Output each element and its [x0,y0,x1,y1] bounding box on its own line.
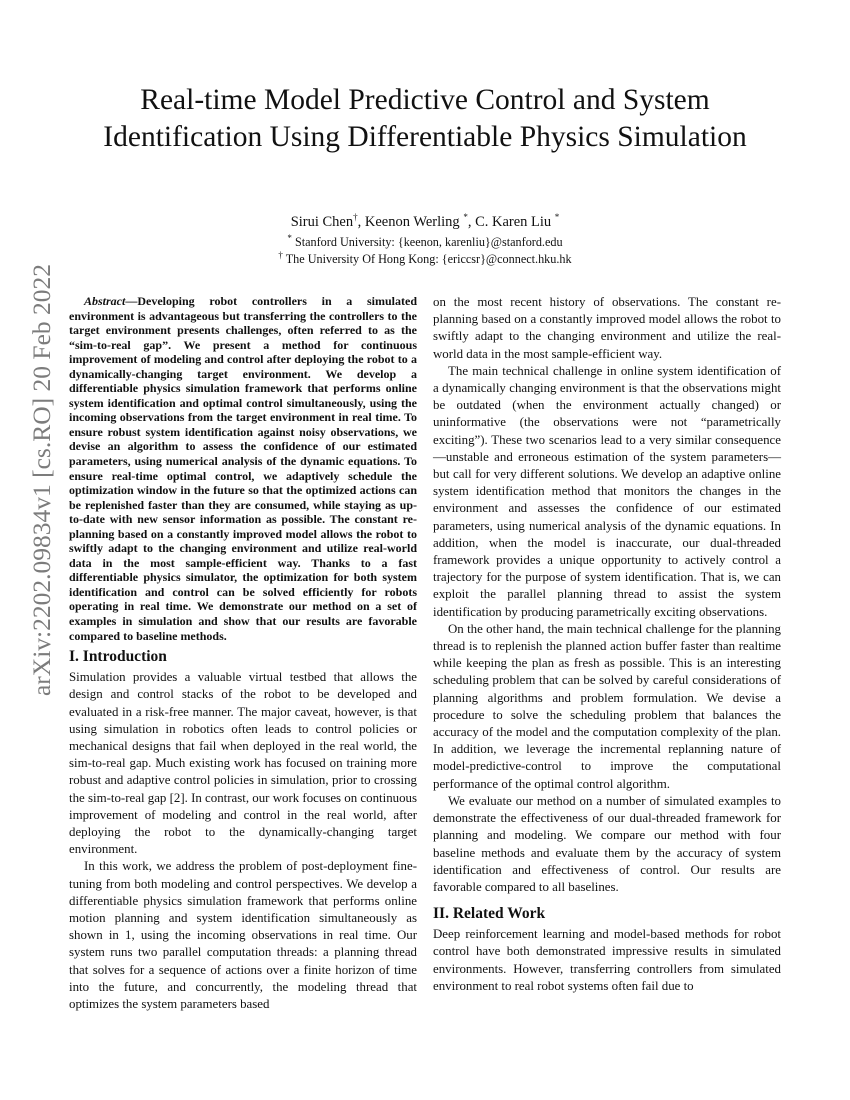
section-heading-related-work: II. Related Work [433,905,546,923]
affiliation-mark: * [554,212,560,223]
abstract [69,294,417,643]
abstract-label: Abstract [84,294,126,308]
author-name: Sirui Chen [290,214,354,230]
affiliation-stanford [100,234,750,250]
related-work-paragraph-1: Deep reinforcement learning and model-based methods for robot control have both demonstrated impressive results in simulated environments. However, transferring controllers from simulated environment to real robot systems often fail due to [433,927,781,993]
intro-paragraph-1: Simulation provides a valuable virtual testbed that allows the design and control stacks of the robot to be developed and evaluated in a risk-free manner. The major caveat, however, is that using simulation in robotics often leads to control policies or mechanical designs that fail when deployed in the real world, the sim-to-real gap. Much existing work has focused on training more robust and adaptive control policies in simulation, prior to crossing the sim-to-real gap [2]. In contrast, our work focuses on continuous improvement of modeling and control in the real world, after deploying the robot to the dynamically-changing target environment. [69,670,417,857]
abstract-text: —Developing robot controllers in a simulated environment is advantageous but transferring the controllers to the target environment presents challenges, often referred to as the “sim-to-real gap”. We present a method for continuous improvement of modeling and control after deploying the robot to a dynamically-changing target environment. We develop a differentiable physics simulation framework that performs online system identification and optimal control simultaneously, using the incoming observations from the target environment in real time. To ensure robust system identification against noisy observations, we devise an algorithm to assess the confidence of our estimated parameters, using numerical analysis of the dynamic equations. To ensure real-time optimal control, we adaptively schedule the optimization window in the future so that the optimized actions can be replenished faster than they are consumed, while staying as up-to-date with new sensor information as possible. The constant re-planning based on a constantly improved model allows the robot to swiftly adapt to the changing environment and utilize real-world data in the most sample-efficient way. Thanks to a fast differentiable physics simulator, the optimization for both system identification and control can be solved efficiently for robots operating in real time. We demonstrate our method on a set of examples in simulation and show that our results are favorable compared to baseline methods. [69,294,417,643]
section-heading-introduction: I. Introduction [69,648,167,666]
affiliation-hku [100,251,750,267]
right-column [433,294,781,995]
intro-paragraph-3: The main technical challenge in online system identification of a dynamically changing environment is that the observations might be outdated (when the environment actually changed) or uninformative (the observations were not “parametrically exciting”). These two scenarios lead to a very similar consequence—unstable and erroneous estimation of the system parameters—but call for very different solutions. We develop an adaptive online system identification method that monitors the changes in the environment and assesses the confidence of our estimated parameters, using numerical analysis of the dynamic equations. In addition, when the model is inaccurate, our dual-threaded framework provides a unique opportunity to actively control a trajectory for the purpose of system identification. That is, we can exploit the parallel planning thread to assist the system identification by producing parametrically exciting observations. [433,363,781,619]
intro-paragraph-5: We evaluate our method on a number of simulated examples to demonstrate the effectiveness of our dual-threaded framework for planning and modeling. We compare our method with four baseline methods and evaluate them by the accuracy of system identification and effectiveness of control. Our results are favorable compared to all baselines. [433,793,781,894]
author-name: Keenon Werling [364,214,460,230]
author-list: Sirui Chen†, Keenon Werling *, C. Karen Liu * [290,212,560,230]
intro-paragraph-4: On the other hand, the main technical challenge for the planning thread is to replenish the planned action buffer faster than realtime while keeping the plan as fresh as possible. This is an interesting scheduling problem that can be solved by careful considerations of planning algorithms and problem formulation. We devise a procedure to solve the scheduling problem that balances the accuracy of the model and the computation complexity of the plan. In addition, we leverage the incremental replanning nature of model-predictive-control to improve the computational performance of the optimal control algorithm. [433,621,781,791]
arxiv-stamp: arXiv:2202.09834v1 [cs.RO] 20 Feb 2022 [27,263,56,697]
author-name: C. Karen Liu [475,214,552,230]
affiliation-mark: † [353,212,358,223]
affiliation-mark: † [278,249,283,260]
affiliation-text: Stanford University: {keenon, karenliu}@stanford.edu [294,235,563,249]
left-column [69,294,417,1013]
affiliation-text: The University Of Hong Kong: {ericcsr}@connect.hku.hk [285,252,572,266]
affiliation-mark: * [463,212,468,223]
intro-paragraph-2: In this work, we address the problem of post-deployment fine-tuning from both modeling and control perspectives. We develop a differentiable physics simulation framework that performs online motion planning and system identification simultaneously as shown in 1, using the incoming observations in real time. Our system runs two parallel computation threads: a planning thread that solves for a sequence of actions over a finite horizon of time into the future, and concurrently, the modeling thread that optimizes the system parameters based [69,859,417,1011]
intro-paragraph-2-continued: on the most recent history of observations. The constant re-planning based on a constantly improved model allows the robot to swiftly adapt to the changing environment and utilize the real-world data in the most sample-efficient way. [433,295,781,361]
paper-title: Real-time Model Predictive Control and System Identification Using Differentiable Physics Simulation [103,84,747,153]
affiliation-mark: * [287,232,292,243]
